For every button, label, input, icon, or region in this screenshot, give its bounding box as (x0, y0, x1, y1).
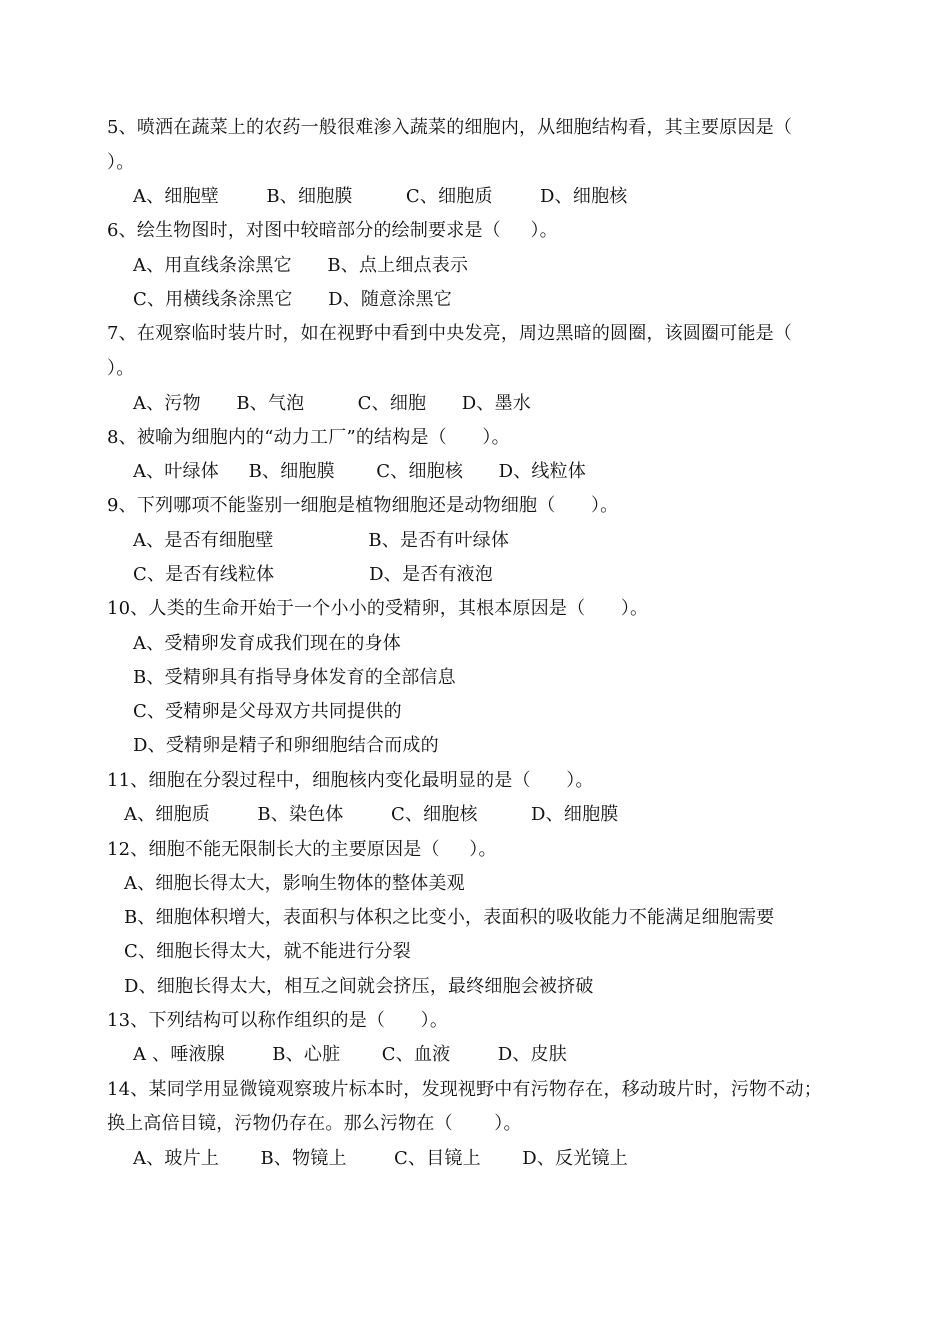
question-14-stem: 14、某同学用显微镜观察玻片标本时，发现视野中有污物存在，移动玻片时，污物不动； (107, 1079, 822, 1100)
question-12-option-d: D、细胞长得太大，相互之间就会挤压，最终细胞会被挤破 (124, 976, 594, 997)
question-12-option-c: C、细胞长得太大，就不能进行分裂 (124, 941, 411, 962)
question-10-option-d: D、受精卵是精子和卵细胞结合而成的 (133, 735, 439, 756)
question-5-stem: 5、喷洒在蔬菜上的农药一般很难渗入蔬菜的细胞内，从细胞结构看，其主要原因是（ (107, 117, 793, 138)
question-5-stem-continued: ）。 (107, 152, 135, 173)
question-12-option-b: B、细胞体积增大，表面积与体积之比变小，表面积的吸收能力不能满足细胞需要 (124, 907, 775, 928)
question-13-stem: 13、下列结构可以称作组织的是（ ）。 (107, 1010, 449, 1031)
question-7-stem-continued: ）。 (107, 358, 135, 379)
question-12-stem: 12、细胞不能无限制长大的主要原因是（ ）。 (107, 839, 497, 860)
question-6-options-ab: A、用直线条涂黑它 B、点上细点表示 (133, 255, 469, 276)
question-10-option-a: A、受精卵发育成我们现在的身体 (133, 633, 401, 654)
question-13-options: A 、唾液腺 B、心脏 C、血液 D、皮肤 (133, 1044, 567, 1065)
question-12-option-a: A、细胞长得太大，影响生物体的整体美观 (124, 873, 465, 894)
question-11-options: A、细胞质 B、染色体 C、细胞核 D、细胞膜 (124, 804, 619, 825)
question-6-stem: 6、绘生物图时，对图中较暗部分的绘制要求是（ ）。 (107, 220, 558, 241)
question-5-options: A、细胞壁 B、细胞膜 C、细胞质 D、细胞核 (133, 186, 628, 207)
question-6-options-cd: C、用横线条涂黑它 D、随意涂黑它 (133, 289, 452, 310)
question-9-options-cd: C、是否有线粒体 D、是否有液泡 (133, 564, 493, 585)
question-9-options-ab: A、是否有细胞壁 B、是否有叶绿体 (133, 530, 510, 551)
question-14-options: A、玻片上 B、物镜上 C、目镜上 D、反光镜上 (133, 1148, 628, 1169)
question-7-options: A、污物 B、气泡 C、细胞 D、墨水 (133, 393, 531, 414)
question-10-option-c: C、受精卵是父母双方共同提供的 (133, 701, 402, 722)
question-10-option-b: B、受精卵具有指导身体发育的全部信息 (133, 667, 456, 688)
question-14-stem-continued: 换上高倍目镜，污物仍存在。那么污物在（ ）。 (107, 1113, 522, 1134)
question-8-stem: 8、被喻为细胞内的“动力工厂”的结构是（ ）。 (107, 427, 510, 448)
question-8-options: A、叶绿体 B、细胞膜 C、细胞核 D、线粒体 (133, 461, 587, 482)
question-7-stem: 7、在观察临时装片时，如在视野中看到中央发亮，周边黑暗的圆圈，该圆圈可能是（ (107, 323, 793, 344)
question-9-stem: 9、下列哪项不能鉴别一细胞是植物细胞还是动物细胞（ ）。 (107, 495, 619, 516)
question-10-stem: 10、人类的生命开始于一个小小的受精卵，其根本原因是（ ）。 (107, 598, 649, 619)
question-11-stem: 11、细胞在分裂过程中，细胞核内变化最明显的是（ ）。 (107, 770, 594, 791)
